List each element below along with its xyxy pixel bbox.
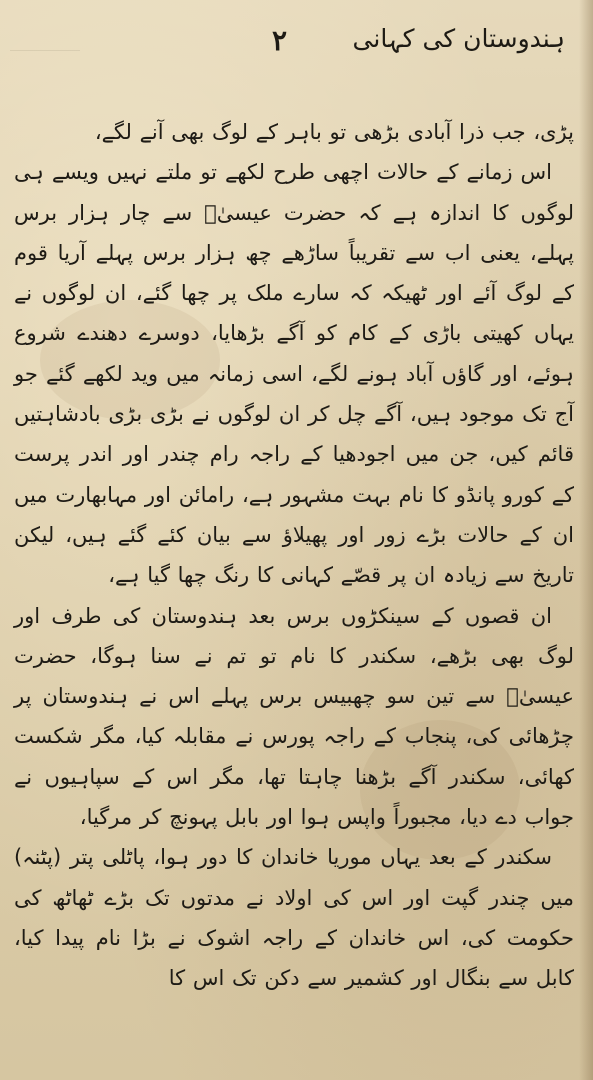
paragraph: سکندر کے بعد یہاں موریا خاندان کا دور ہوا، پاٹلی پتر (پٹنہ) میں چندر گپت اور اس کی اولاد نے مدتوں تک بڑے ٹھاٹھ کی حکومت کی، اس خاندان کے راجہ اشوک نے بڑا نام پیدا کیا، کابل سے بنگال اور کشمیر سے دکن تک اس کا: [14, 845, 574, 991]
running-title: ہندوستان کی کہانی: [352, 24, 565, 53]
paragraph: ان قصوں کے سینکڑوں برس بعد ہندوستان کی طرف اور لوگ بھی بڑھے، سکندر کا نام تو تم نے سنا ہوگا، حضرت عیسیٰؑ سے تین سو چھبیس برس پہلے اس نے ہندوستان پر چڑھائی کی، پنجاب کے راجہ پورس نے مقابلہ کیا، مگر شکست کھائی، سکندر آگے بڑھنا چاہتا تھا، مگر اس کے سپاہیوں نے جواب دے دیا، مجبوراً واپس ہوا اور بابل پہونچ کر مرگیا،: [14, 603, 574, 830]
body-text: [14, 112, 574, 999]
paragraph: پڑی، جب ذرا آبادی بڑھی تو باہر کے لوگ بھی آنے لگے،: [94, 120, 574, 144]
page-number: ۲: [272, 24, 288, 57]
bleed-through-mark: [10, 32, 80, 51]
page-header: [0, 18, 593, 68]
paragraph: اس زمانے کے حالات اچھی طرح لکھے تو ملتے نہیں ویسے ہی لوگوں کا اندازہ ہے کہ حضرت عیسیٰؑ سے چار ہزار برس پہلے، یعنی اب سے تقریباً ساڑھے چھ ہزار برس پہلے آریا قوم کے لوگ آئے اور ٹھیکہ کہ سارے ملک پر چھا گئے، ان لوگوں نے یہاں کھیتی باڑی کے کام کو آگے بڑھایا، دوسرے دھندے شروع ہوئے، اور گاؤں آباد ہونے لگے، اسی زمانہ میں وید لکھے گئے جو آج تک موجود ہیں، آگے چل کر ان لوگوں نے بڑی بڑی بادشاہتیں قائم کیں، جن میں اجودھیا کے راجہ رام چندر اور اندر پرست کے کورو پانڈو کا نام بہت مشہور ہے، رامائن اور مہابھارت میں ان کے حالات بڑے زور اور پھیلاؤ سے بیان کئے گئے ہیں، لیکن تاریخ سے زیادہ ان پر قصّے کہانی کا رنگ چھا گیا ہے،: [14, 160, 574, 588]
page-edge-shadow: [579, 0, 593, 1080]
